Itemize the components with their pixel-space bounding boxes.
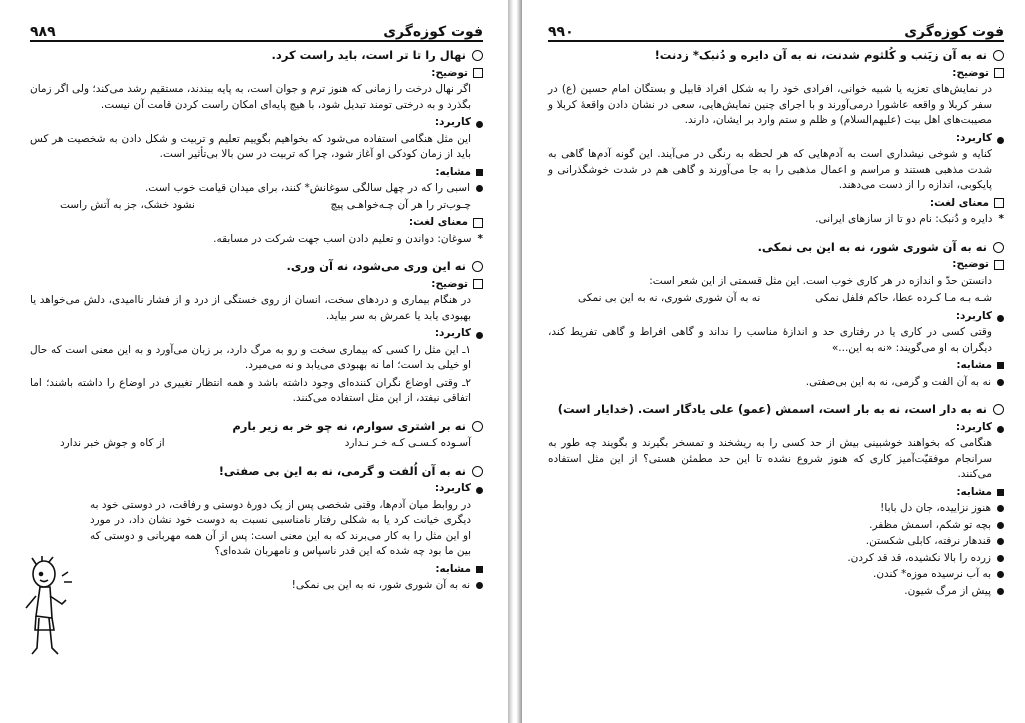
dot-bullet-icon — [476, 582, 483, 589]
paragraph: هنگامی که بخواهند خوشبینی بیش از حد کسی را به ریشخند و تمسخر بگیرند و بگویند چه طور به سرانجام موفقیّت‌آمیز کاری که هنوز شروع نشده تا این حد مطمئن هستی؟ از این مثل استفاده می‌کنند. — [548, 437, 992, 480]
verse-line: آسـوده کـسـی کـه خـر نـدارد از کاه و جوش خبر ندارد — [60, 437, 471, 449]
circle-bullet-icon — [472, 466, 483, 477]
section-label: کاربرد: — [548, 131, 1004, 147]
section-label: توضیح: — [548, 66, 1004, 82]
paragraph: این مثل هنگامی استفاده می‌شود که بخواهیم بگوییم تعلیم و تربیت و شکل دادن به شخصیت هر کس باید از زمان کودکی او آغاز شود، چرا که تربیت در سن بالا بی‌تأثیر است. — [30, 132, 471, 160]
proverb-entry — [30, 419, 483, 452]
paragraph: ۱ـ این مثل را کسی که بیماری سخت و رو به مرگ دارد، بر زبان می‌آورد و به این معنی است که حال او خیلی بد است؛ اما نه بهبودی می‌یابد و نه می‌میرد. — [30, 343, 471, 371]
dot-bullet-icon — [997, 137, 1004, 144]
dot-bullet-icon — [997, 571, 1004, 578]
running-title: فوت کوزه‌گری — [383, 24, 483, 40]
footnote: * سوغان: دواندن و تعلیم دادن اسب جهت شرکت در مسابقه. — [30, 232, 483, 248]
left-page-content — [30, 48, 483, 712]
left-page-header — [30, 14, 483, 42]
section-label: توضیح: — [30, 66, 483, 82]
circle-bullet-icon — [993, 404, 1004, 415]
section-label: مشابه: — [30, 165, 483, 181]
circle-bullet-icon — [993, 50, 1004, 61]
section-label: کاربرد: — [30, 326, 483, 342]
section-label: توضیح: — [548, 257, 1004, 273]
section-label: کاربرد: — [548, 420, 1004, 436]
section-label: کاربرد: — [30, 115, 483, 131]
open-square-icon — [473, 68, 483, 78]
paragraph: در هنگام بیماری و دردهای سخت، انسان از روی خستگی از درد و از فشار ناامیدی، دلش می‌خواهد یا بهبودی یابد یا عمرش به سر بیاید. — [30, 294, 471, 322]
section-label: مشابه: — [548, 485, 1004, 501]
section-label: کاربرد: — [90, 481, 483, 497]
list-item: زرده را بالا نکشیده، قد قد کردن. — [548, 551, 1004, 567]
verse-line: چـوب‌تر را هر آن چـه‌خواهـی پیچ نشود خشک، جز به آتش راست — [60, 198, 471, 211]
circle-bullet-icon — [993, 242, 1004, 253]
section-label: مشابه: — [548, 358, 1004, 374]
right-page-content — [548, 48, 1004, 712]
page-number: ۹۹۰ — [548, 24, 574, 40]
cartoon-figure-icon — [22, 556, 80, 672]
list-item: قندهار نرفته، کابلی شکستن. — [548, 534, 1004, 550]
proverb-entry — [548, 240, 1004, 391]
open-square-icon — [994, 260, 1004, 270]
open-square-icon — [473, 218, 483, 228]
filled-square-icon — [997, 489, 1004, 496]
dot-bullet-icon — [476, 185, 483, 192]
proverb-entry — [548, 48, 1004, 228]
paragraph: دانستن حدّ و اندازه در هر کاری خوب است. این مثل قسمتی از این شعر است: — [649, 274, 992, 287]
proverb-heading: نه بر اشتری سوارم، نه چو خر به زیر بارم — [30, 419, 483, 435]
proverb-entry — [30, 464, 483, 594]
circle-bullet-icon — [472, 421, 483, 432]
right-page-header — [548, 14, 1004, 42]
proverb-heading: نه به آن اُلفت و گرمی، نه به این بی صفتی! — [90, 464, 483, 480]
list-item: بچه تو شکم، اسمش مظفر. — [548, 518, 1004, 534]
verse-line: شـه بـه مـا کـرده عطا، حاکم فلفل نمکی نه به آن شوری شوری، نه به این بی نمکی — [578, 292, 992, 304]
section-label: توضیح: — [30, 277, 483, 293]
asterisk-icon: * — [477, 232, 483, 245]
paragraph: اگر نهال درخت را زمانی که هنوز ترم و جوان است، به پایه ببندند، مستقیم رشد می‌کند؛ ولی اگر زمان بگذرد و به درختی تومند تبدیل شود، با هیچ پایه‌ای امکان راست کردن قامت آن نیست. — [30, 83, 471, 111]
proverb-entry — [30, 48, 483, 247]
section-label: مشابه: — [90, 562, 483, 578]
open-square-icon — [994, 68, 1004, 78]
asterisk-icon: * — [998, 213, 1004, 225]
proverb-entry — [548, 402, 1004, 599]
left-page — [10, 8, 495, 716]
circle-bullet-icon — [472, 261, 483, 272]
filled-square-icon — [997, 362, 1004, 369]
dot-bullet-icon — [997, 555, 1004, 562]
list-item: پیش از مرگ شیون. — [548, 584, 1004, 600]
dot-bullet-icon — [476, 121, 483, 128]
book-gutter — [508, 0, 522, 723]
proverb-heading: نه به دار است، نه به بار است، اسمش (عمو) علی یادگار است. (خدایار است) — [548, 402, 1004, 418]
dot-bullet-icon — [476, 332, 483, 339]
paragraph: وقتی کسی در کاری یا در رفتاری حد و اندازهٔ مناسب را نداند و گاهی افراط و گاهی تفریط کند، دیگران به او می‌گویند: «نه به این...» — [548, 326, 992, 354]
list-item: نه به آن الفت و گرمی، نه به این بی‌صفتی. — [548, 375, 1004, 391]
dot-bullet-icon — [997, 379, 1004, 386]
list-item: هنوز نزاییده، جان دل بابا! — [548, 501, 1004, 517]
dot-bullet-icon — [997, 522, 1004, 529]
list-item: اسبی را که در چهل سالگی سوغانش* کنند، برای میدان قیامت خوب است. — [30, 181, 483, 197]
paragraph: کنایه و شوخی نیشداری است به آدم‌هایی که هر لحظه به رنگی در می‌آیند. این گونه آدم‌ها گاهی به شدت مذهبی هستند و مراسم و اعمال مذهبی را به جا می‌آورند و گاهی هم در شدت خوشگذرانی و پایکوبی، اندازه را از دست می‌دهند. — [548, 148, 992, 191]
proverb-heading: نه به آن زیَنب و کُلثوم شدنت، نه به آن دایره و دُنبک* زدنت! — [548, 48, 1004, 64]
open-square-icon — [994, 198, 1004, 208]
filled-square-icon — [476, 566, 483, 573]
dot-bullet-icon — [997, 426, 1004, 433]
paragraph: در روابط میان آدم‌ها، وقتی شخصی پس از یک دورهٔ دوستی و رفاقت، در دوستی خود به دیگری خیانت کرد یا به شکلی رفتار نامناسبی نسبت به دوست خود نشان داد، در مورد او این مثل را به کار می‌برند که به این معنی است: پس از آن همه مهربانی و دوستی که بین ما بود چه شده که این قدر ناسپاس و نامهربان شده‌ای؟ — [90, 498, 471, 557]
running-title: فوت کوزه‌گری — [904, 24, 1004, 40]
dot-bullet-icon — [997, 538, 1004, 545]
page-number: ۹۸۹ — [30, 24, 56, 40]
proverb-entry — [30, 259, 483, 407]
paragraph: در نمایش‌های تعزیه یا شبیه خوانی، افرادی خود را به شکل افراد قابیل و بستگان امام حسین (ع) در سفر کربلا و واقعه عاشورا درمی‌آورند و با اجرای چنین نمایش‌هایی، سعی در نشان دادن واقعهٔ کربلا و مصیبت‌های اهل بیت (علیهم‌السلام) و ظلم و ستم وارد بر ایشان، دارند. — [548, 83, 992, 126]
section-label: معنای لغت: — [30, 215, 483, 231]
open-square-icon — [473, 279, 483, 289]
dot-bullet-icon — [997, 315, 1004, 322]
dot-bullet-icon — [997, 588, 1004, 595]
proverb-heading: نه این وری می‌شود، نه آن وری. — [30, 259, 483, 275]
dot-bullet-icon — [476, 487, 483, 494]
proverb-heading: نه به آن شوری شور، نه به این بی نمکی. — [548, 240, 1004, 256]
footnote: * دایره و دُنبک: نام دو تا از سازهای ایرانی. — [548, 212, 1004, 228]
paragraph: ۲ـ وقتی اوضاع نگران کننده‌ای وجود داشته باشد و همه انتظار تغییری در اوضاع را داشته باشند؛ اما اتفاقی نیفتد، از این مثل استفاده می‌کنند. — [30, 376, 471, 404]
proverb-heading: نهال را تا تر است، باید راست کرد. — [30, 48, 483, 64]
section-label: معنای لغت: — [548, 196, 1004, 212]
circle-bullet-icon — [472, 50, 483, 61]
dot-bullet-icon — [997, 505, 1004, 512]
filled-square-icon — [476, 169, 483, 176]
list-item: به آب نرسیده موزه* کندن. — [548, 567, 1004, 583]
section-label: کاربرد: — [548, 309, 1004, 325]
right-page — [528, 8, 1016, 716]
list-item: نه به آن شوری شور، نه به این بی نمکی! — [90, 578, 483, 594]
